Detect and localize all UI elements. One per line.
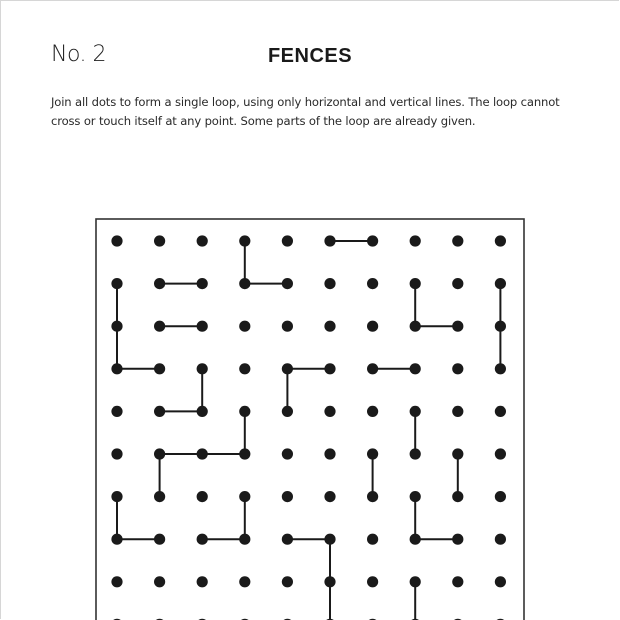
grid-dot[interactable]	[239, 278, 250, 289]
grid-dot[interactable]	[197, 406, 208, 417]
grid-dot[interactable]	[282, 363, 293, 374]
grid-dot[interactable]	[495, 321, 506, 332]
grid-dot[interactable]	[495, 406, 506, 417]
grid-dot[interactable]	[239, 491, 250, 502]
grid-dot[interactable]	[111, 321, 122, 332]
grid-dot[interactable]	[452, 278, 463, 289]
grid-dot[interactable]	[367, 321, 378, 332]
grid-dot[interactable]	[111, 448, 122, 459]
grid-dot[interactable]	[452, 321, 463, 332]
grid-dot[interactable]	[495, 534, 506, 545]
grid-dot[interactable]	[154, 576, 165, 587]
grid-dot[interactable]	[197, 448, 208, 459]
grid-dot[interactable]	[282, 278, 293, 289]
grid-dot[interactable]	[111, 278, 122, 289]
grid-dot[interactable]	[410, 491, 421, 502]
grid-dot[interactable]	[452, 363, 463, 374]
grid-dot[interactable]	[154, 321, 165, 332]
grid-dot[interactable]	[239, 406, 250, 417]
grid-dot[interactable]	[154, 278, 165, 289]
grid-dot[interactable]	[410, 448, 421, 459]
grid-dot[interactable]	[197, 491, 208, 502]
grid-dot[interactable]	[495, 363, 506, 374]
grid-dot[interactable]	[410, 576, 421, 587]
grid-dot[interactable]	[410, 534, 421, 545]
grid-dot[interactable]	[154, 406, 165, 417]
grid-dot[interactable]	[154, 235, 165, 246]
grid-dot[interactable]	[495, 278, 506, 289]
grid-dot[interactable]	[282, 491, 293, 502]
grid-dot[interactable]	[410, 406, 421, 417]
grid-dot[interactable]	[197, 321, 208, 332]
grid-dot[interactable]	[367, 406, 378, 417]
grid-dot[interactable]	[111, 491, 122, 502]
grid-dot[interactable]	[410, 235, 421, 246]
grid-dot[interactable]	[154, 491, 165, 502]
grid-dot[interactable]	[197, 363, 208, 374]
grid-dot[interactable]	[239, 534, 250, 545]
grid-dot[interactable]	[282, 235, 293, 246]
grid-dot[interactable]	[324, 235, 335, 246]
grid-dot[interactable]	[239, 321, 250, 332]
grid-dot[interactable]	[410, 321, 421, 332]
grid-dot[interactable]	[324, 363, 335, 374]
grid-dot[interactable]	[111, 534, 122, 545]
grid-dot[interactable]	[111, 406, 122, 417]
grid-dot[interactable]	[239, 235, 250, 246]
grid-dot[interactable]	[324, 576, 335, 587]
grid-dot[interactable]	[452, 576, 463, 587]
grid-dot[interactable]	[324, 448, 335, 459]
grid-dot[interactable]	[495, 235, 506, 246]
grid-dot[interactable]	[452, 534, 463, 545]
grid-dot[interactable]	[324, 491, 335, 502]
grid-dot[interactable]	[495, 576, 506, 587]
puzzle-title: FENCES	[267, 45, 353, 67]
grid-dot[interactable]	[324, 534, 335, 545]
grid-dot[interactable]	[282, 448, 293, 459]
grid-dot[interactable]	[367, 278, 378, 289]
grid-dot[interactable]	[154, 448, 165, 459]
grid-dot[interactable]	[282, 321, 293, 332]
grid-dot[interactable]	[282, 406, 293, 417]
dot-grid[interactable]	[95, 218, 525, 620]
grid-dot[interactable]	[324, 321, 335, 332]
grid-dot[interactable]	[367, 491, 378, 502]
grid-dot[interactable]	[282, 576, 293, 587]
grid-dot[interactable]	[197, 576, 208, 587]
grid-dot[interactable]	[410, 278, 421, 289]
grid-dot[interactable]	[324, 278, 335, 289]
grid-dot[interactable]	[452, 406, 463, 417]
grid-dot[interactable]	[367, 576, 378, 587]
grid-dot[interactable]	[452, 491, 463, 502]
grid-dot[interactable]	[239, 363, 250, 374]
grid-dot[interactable]	[367, 363, 378, 374]
grid-dot[interactable]	[111, 235, 122, 246]
grid-dot[interactable]	[367, 235, 378, 246]
grid-dot[interactable]	[197, 534, 208, 545]
grid-dot[interactable]	[495, 491, 506, 502]
grid-dot[interactable]	[367, 534, 378, 545]
grid-dot[interactable]	[410, 363, 421, 374]
grid-dot[interactable]	[197, 235, 208, 246]
grid-dot[interactable]	[452, 448, 463, 459]
grid-dot[interactable]	[282, 534, 293, 545]
grid-dot[interactable]	[154, 534, 165, 545]
grid-dot[interactable]	[111, 363, 122, 374]
grid-dot[interactable]	[367, 448, 378, 459]
grid-dot[interactable]	[239, 448, 250, 459]
puzzle-instructions: Join all dots to form a single loop, using only horizontal and vertical lines. The loop cannot cross or touch itself at any point. Some parts of the loop are already given.	[51, 95, 560, 128]
puzzle-board[interactable]	[95, 218, 525, 620]
puzzle-number: No. 2	[51, 42, 107, 67]
grid-dot[interactable]	[111, 576, 122, 587]
grid-dot[interactable]	[495, 448, 506, 459]
grid-dot[interactable]	[154, 363, 165, 374]
grid-dot[interactable]	[452, 235, 463, 246]
grid-dot[interactable]	[197, 278, 208, 289]
grid-dot[interactable]	[239, 576, 250, 587]
grid-dot[interactable]	[324, 406, 335, 417]
